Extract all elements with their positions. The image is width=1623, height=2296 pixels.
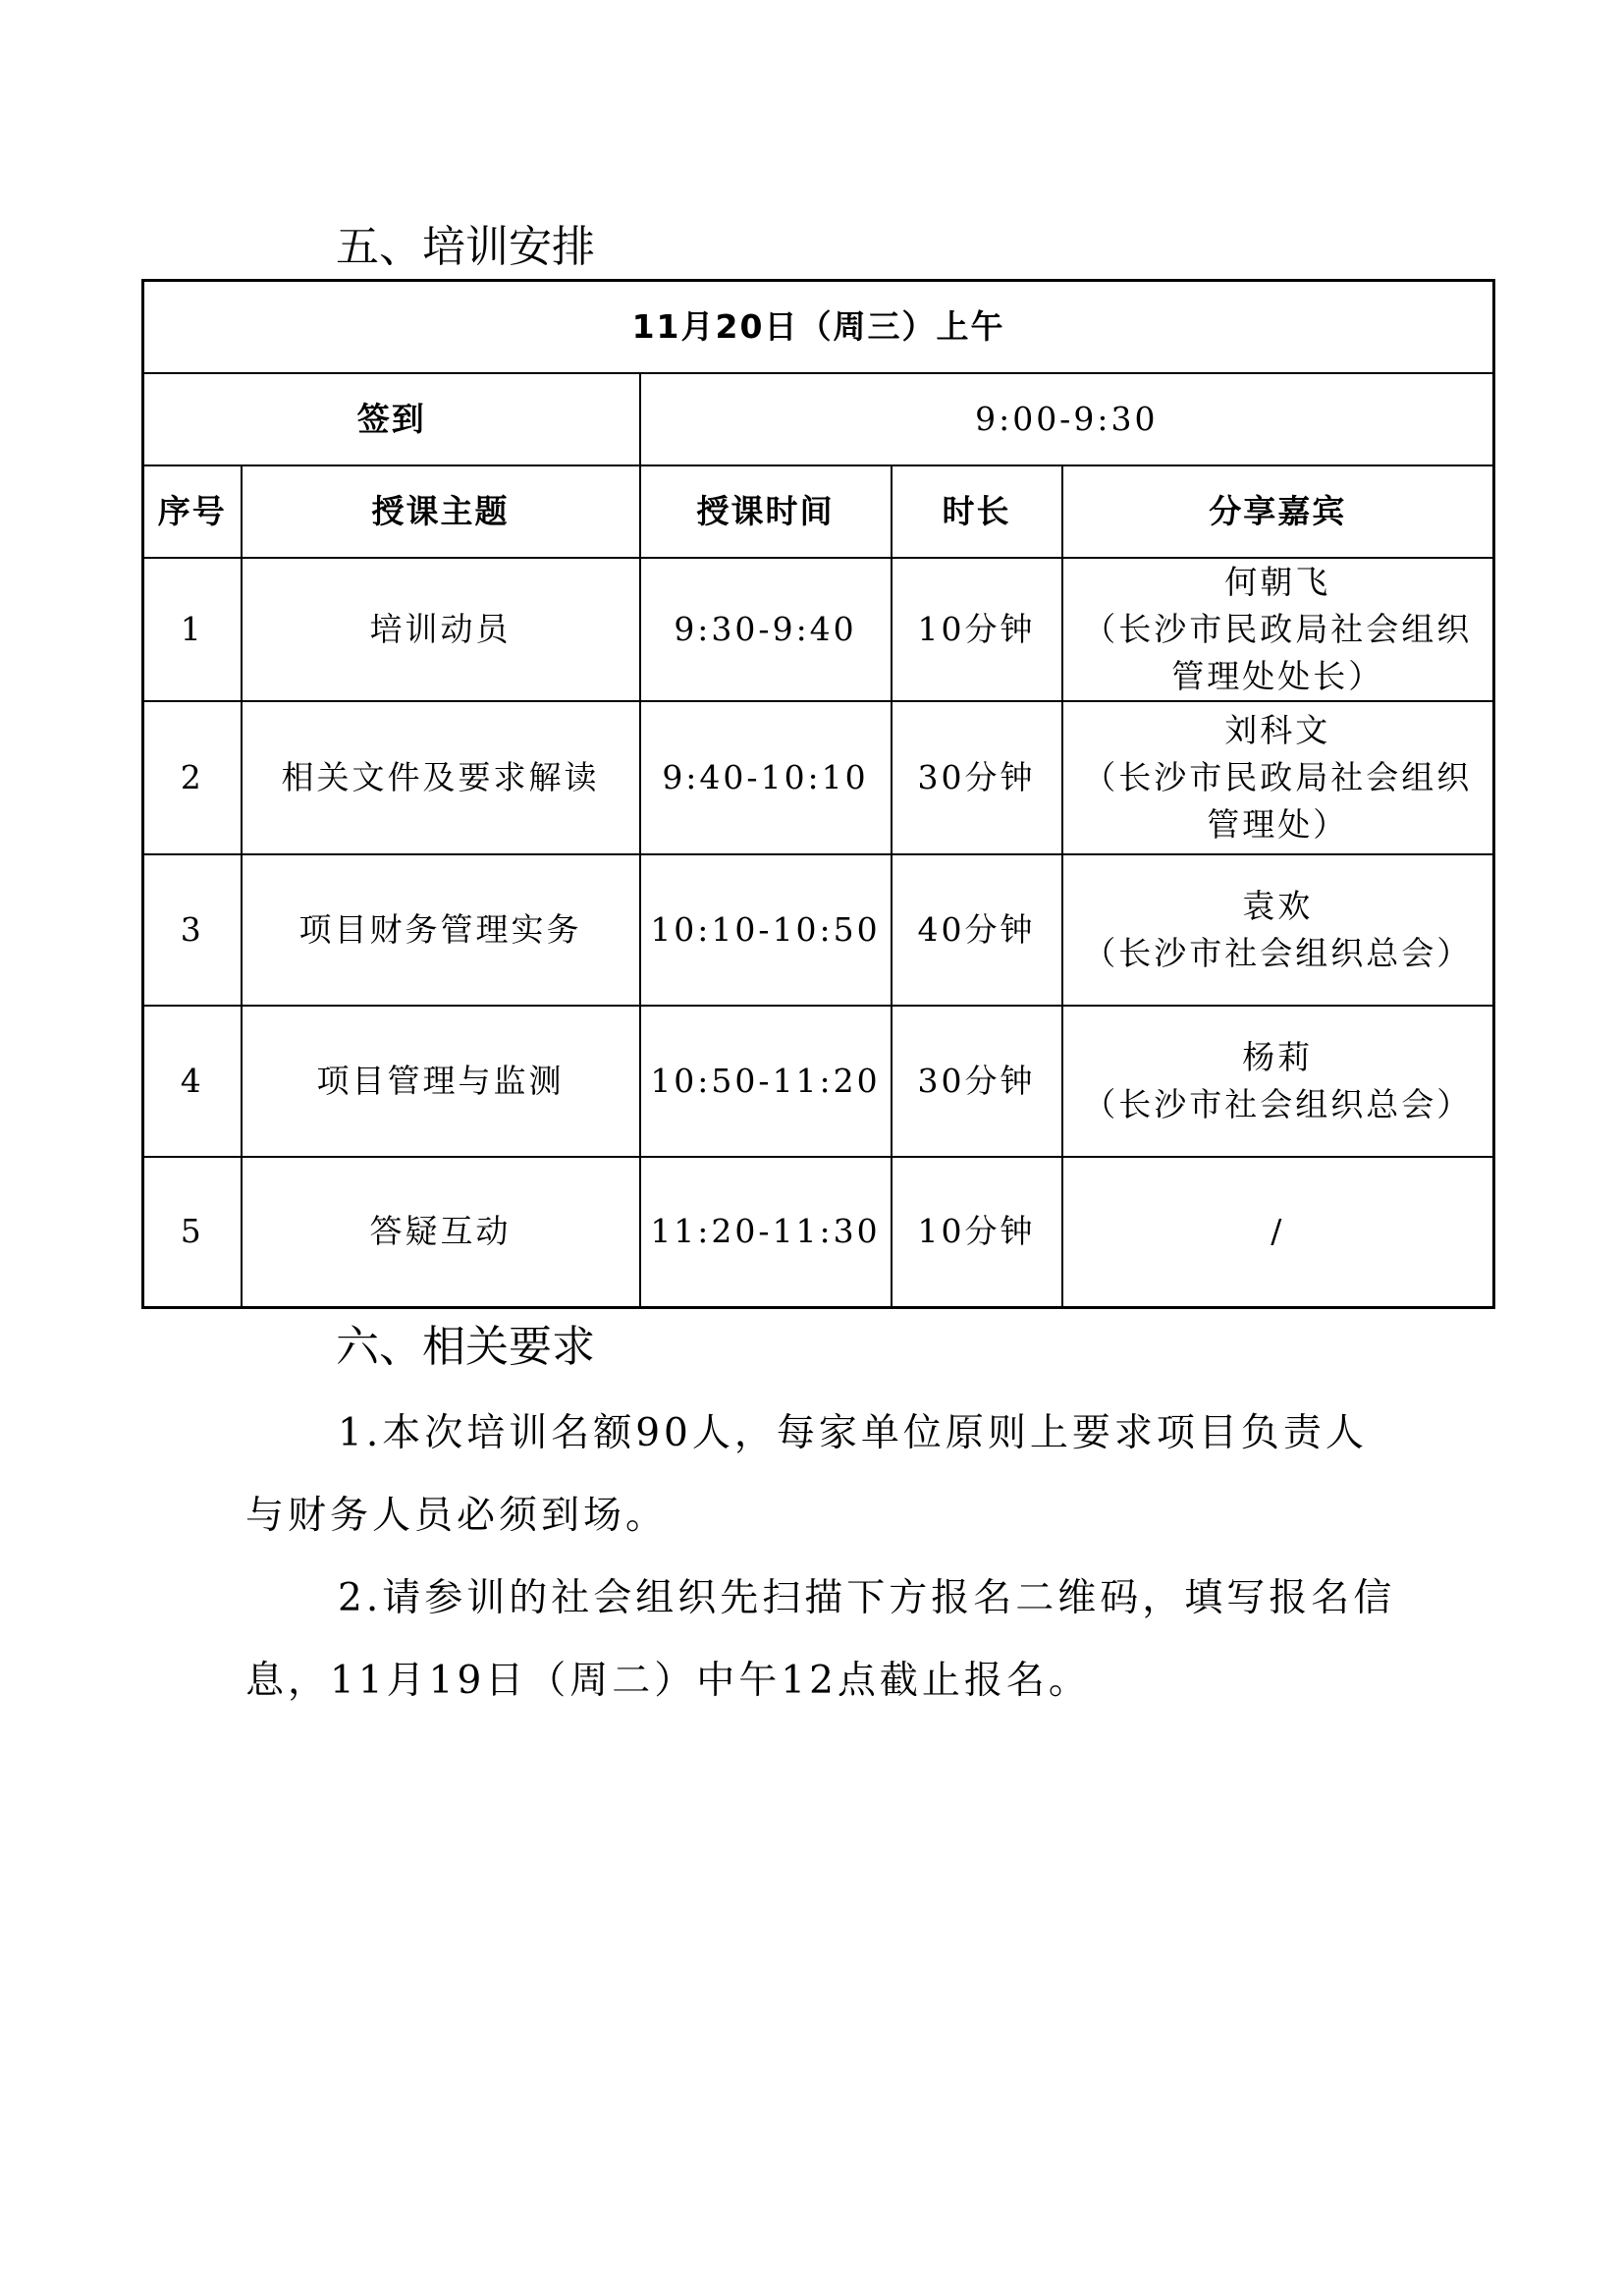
- row-time: 10:10-10:50: [640, 854, 892, 1006]
- row-topic: 培训动员: [242, 558, 640, 701]
- column-header-time: 授课时间: [640, 465, 892, 558]
- guest-affiliation-cont: 管理处）: [1207, 804, 1349, 844]
- guest-affiliation: （长沙市民政局社会组织: [1083, 609, 1473, 648]
- section-six-heading: 六、相关要求: [336, 1322, 595, 1372]
- requirement-item-1: 1.本次培训名额90人，每家单位原则上要求项目负责人与财务人员必须到场。: [245, 1411, 1368, 1538]
- guest-affiliation-cont: 管理处处长）: [1171, 656, 1384, 695]
- signin-time: 9:00-9:30: [640, 373, 1494, 465]
- table-row: [143, 854, 1494, 1006]
- training-schedule-table: [141, 279, 1495, 1309]
- row-topic: 答疑互动: [242, 1157, 640, 1308]
- section-five-heading: 五、培训安排: [336, 222, 595, 272]
- row-topic: 相关文件及要求解读: [242, 701, 640, 854]
- table-row: [143, 1157, 1494, 1308]
- row-duration: 30分钟: [892, 1006, 1062, 1157]
- row-guest: [1062, 558, 1494, 701]
- column-header-number: 序号: [143, 465, 242, 558]
- row-topic: 项目财务管理实务: [242, 854, 640, 1006]
- row-guest: [1062, 701, 1494, 854]
- row-duration: 40分钟: [892, 854, 1062, 1006]
- guest-affiliation: （长沙市社会组织总会）: [1083, 933, 1473, 972]
- column-header-guest: 分享嘉宾: [1062, 465, 1494, 558]
- guest-name: 何朝飞: [1224, 562, 1331, 601]
- row-guest: [1062, 854, 1494, 1006]
- row-time: 10:50-11:20: [640, 1006, 892, 1157]
- column-header-topic: 授课主题: [242, 465, 640, 558]
- row-number: 2: [143, 701, 242, 854]
- row-guest: [1062, 1157, 1494, 1308]
- row-duration: 10分钟: [892, 558, 1062, 701]
- row-time: 9:40-10:10: [640, 701, 892, 854]
- table-row: [143, 701, 1494, 854]
- guest-name: /: [1271, 1212, 1285, 1251]
- column-header-duration: 时长: [892, 465, 1062, 558]
- row-time: 9:30-9:40: [640, 558, 892, 701]
- row-number: 1: [143, 558, 242, 701]
- guest-name: 刘科文: [1224, 710, 1331, 749]
- signin-label: 签到: [143, 373, 640, 465]
- row-number: 5: [143, 1157, 242, 1308]
- guest-name: 杨莉: [1242, 1037, 1314, 1076]
- row-time: 11:20-11:30: [640, 1157, 892, 1308]
- signin-row: [143, 373, 1494, 465]
- row-duration: 30分钟: [892, 701, 1062, 854]
- date-header: 11月20日（周三）上午: [143, 281, 1494, 373]
- guest-affiliation: （长沙市社会组织总会）: [1083, 1084, 1473, 1123]
- row-number: 3: [143, 854, 242, 1006]
- row-topic: 项目管理与监测: [242, 1006, 640, 1157]
- row-duration: 10分钟: [892, 1157, 1062, 1308]
- column-header-row: [143, 465, 1494, 558]
- requirement-item-2: 2.请参训的社会组织先扫描下方报名二维码，填写报名信息，11月19日（周二）中午12点截止报名。: [245, 1576, 1396, 1703]
- table-row: [143, 1006, 1494, 1157]
- row-number: 4: [143, 1006, 242, 1157]
- date-header-row: [143, 281, 1494, 373]
- row-guest: [1062, 1006, 1494, 1157]
- table-row: [143, 558, 1494, 701]
- guest-affiliation: （长沙市民政局社会组织: [1083, 757, 1473, 796]
- guest-name: 袁欢: [1242, 886, 1314, 925]
